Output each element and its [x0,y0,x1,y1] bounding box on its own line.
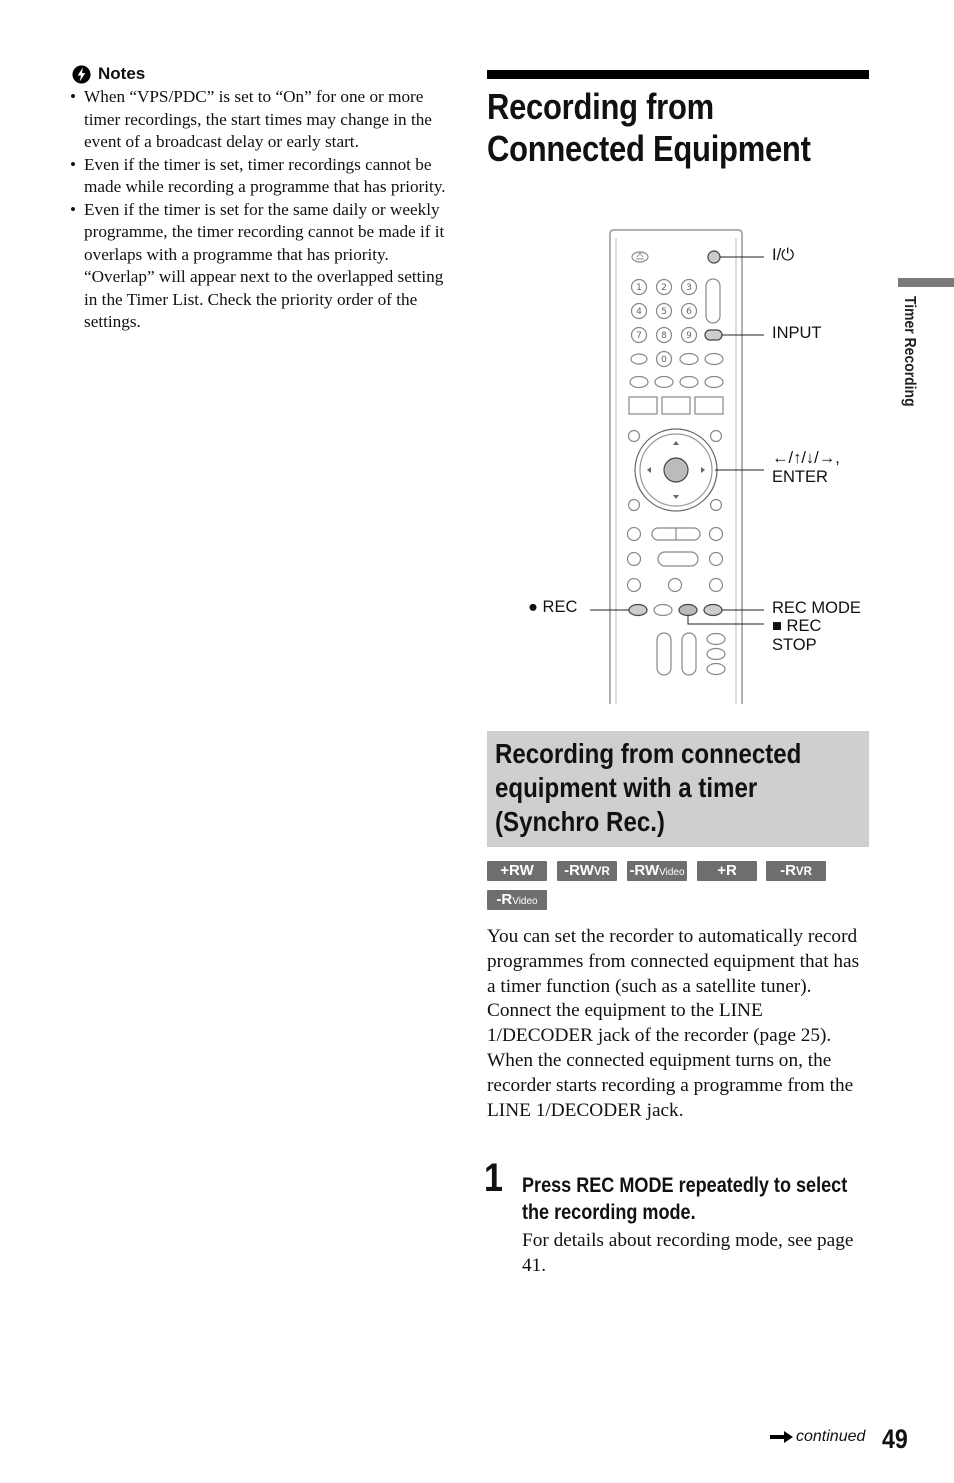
continued-indicator [770,1428,865,1446]
note-item: • When “VPS/PDC” is set to “On” for one or more timer recordings, the start times may change in the event of a broadcast delay or early start. [70,86,452,154]
section-title-line-2: equipment with a timer [495,772,758,803]
side-tab-label: Timer Recording [901,296,918,407]
body-paragraph: When the connected equipment turns on, the recorder starts recording a programme from the LINE 1/DECODER jack. [487,1049,854,1121]
key-9-label: 9 [686,331,692,341]
section-title-line-3: (Synchro Rec.) [495,806,665,837]
rec-label: ● REC [528,598,578,616]
step-title [522,1172,866,1226]
page-title [487,86,822,170]
body-paragraph: You can set the recorder to automatically record programmes from connected equipment that has a timer function (such as a satellite tuner). Connect the equipment to the LINE 1/DECODER jack of the recorder (page 25). [487,926,860,1047]
power-label: I/⏻ [772,246,795,264]
page-title-line-1: Recording from [487,86,714,127]
note-item: • Even if the timer is set for the same daily or weekly programme, the timer recording cannot be made if it overlaps with a programme that has priority. “Overlap” will appear next to the overlapped setting in the Timer List. Check the priority order of the settings. [70,199,452,334]
page-number: 49 [882,1424,908,1454]
title-rule [487,70,869,79]
section-banner [487,731,869,847]
key-4-label: 4 [636,307,642,317]
badge-text: +RW [500,862,534,879]
badge-r-vr [766,861,826,881]
badge-text: -R [496,891,513,908]
step-title-line-1: Press REC MODE repeatedly to select [522,1174,848,1197]
rec-stop-label: ■ REC [772,617,822,635]
enter-label: ENTER [772,468,828,486]
notes-header [72,64,145,84]
badge-subtext: VR [593,866,610,878]
side-tab-bar [898,278,954,287]
notes-icon [72,65,91,84]
key-5-label: 5 [661,307,667,317]
key-8-label: 8 [661,331,667,341]
note-item: • Even if the timer is set, timer recordings cannot be made while recording a programme that has priority. [70,154,452,199]
input-label: INPUT [772,324,822,342]
key-1-label: 1 [636,283,642,293]
page-title-line-2: Connected Equipment [487,128,811,169]
badge-text: -RW [629,862,660,879]
badge-rw-vr [557,861,617,881]
step-title-line-2: the recording mode. [522,1201,696,1224]
arrow-right-icon [770,1430,794,1444]
key-6-label: 6 [686,307,692,317]
remote-diagram [520,228,880,706]
section-body [487,925,872,1123]
rec-mode-label: REC MODE [772,599,861,617]
notes-title: Notes [98,64,146,83]
badge-r-video [487,890,547,910]
rec-stop-label-2: STOP [772,636,817,654]
badge-rw-video [627,861,687,881]
badge-subtext: Video [659,867,685,878]
badge-plus-r [697,861,757,881]
section-title-line-1: Recording from connected [495,738,802,769]
badge-text: +R [717,862,737,879]
key-3-label: 3 [686,283,692,293]
badge-text: -RW [564,862,594,879]
badge-subtext: Video [512,896,538,907]
notes-list [70,86,452,334]
key-2-label: 2 [661,283,667,293]
section-title [495,737,839,839]
step-body: For details about recording mode, see page 41. [522,1230,854,1276]
badge-plus-rw [487,861,547,881]
step-number: 1 [484,1156,503,1200]
key-7-label: 7 [636,331,642,341]
arrows-label: ←/↑/↓/→, [772,449,840,467]
continued-text: continued [796,1428,866,1445]
badge-text: -R [780,862,796,879]
badge-subtext: VR [795,866,812,878]
key-0-label: 0 [661,355,667,365]
